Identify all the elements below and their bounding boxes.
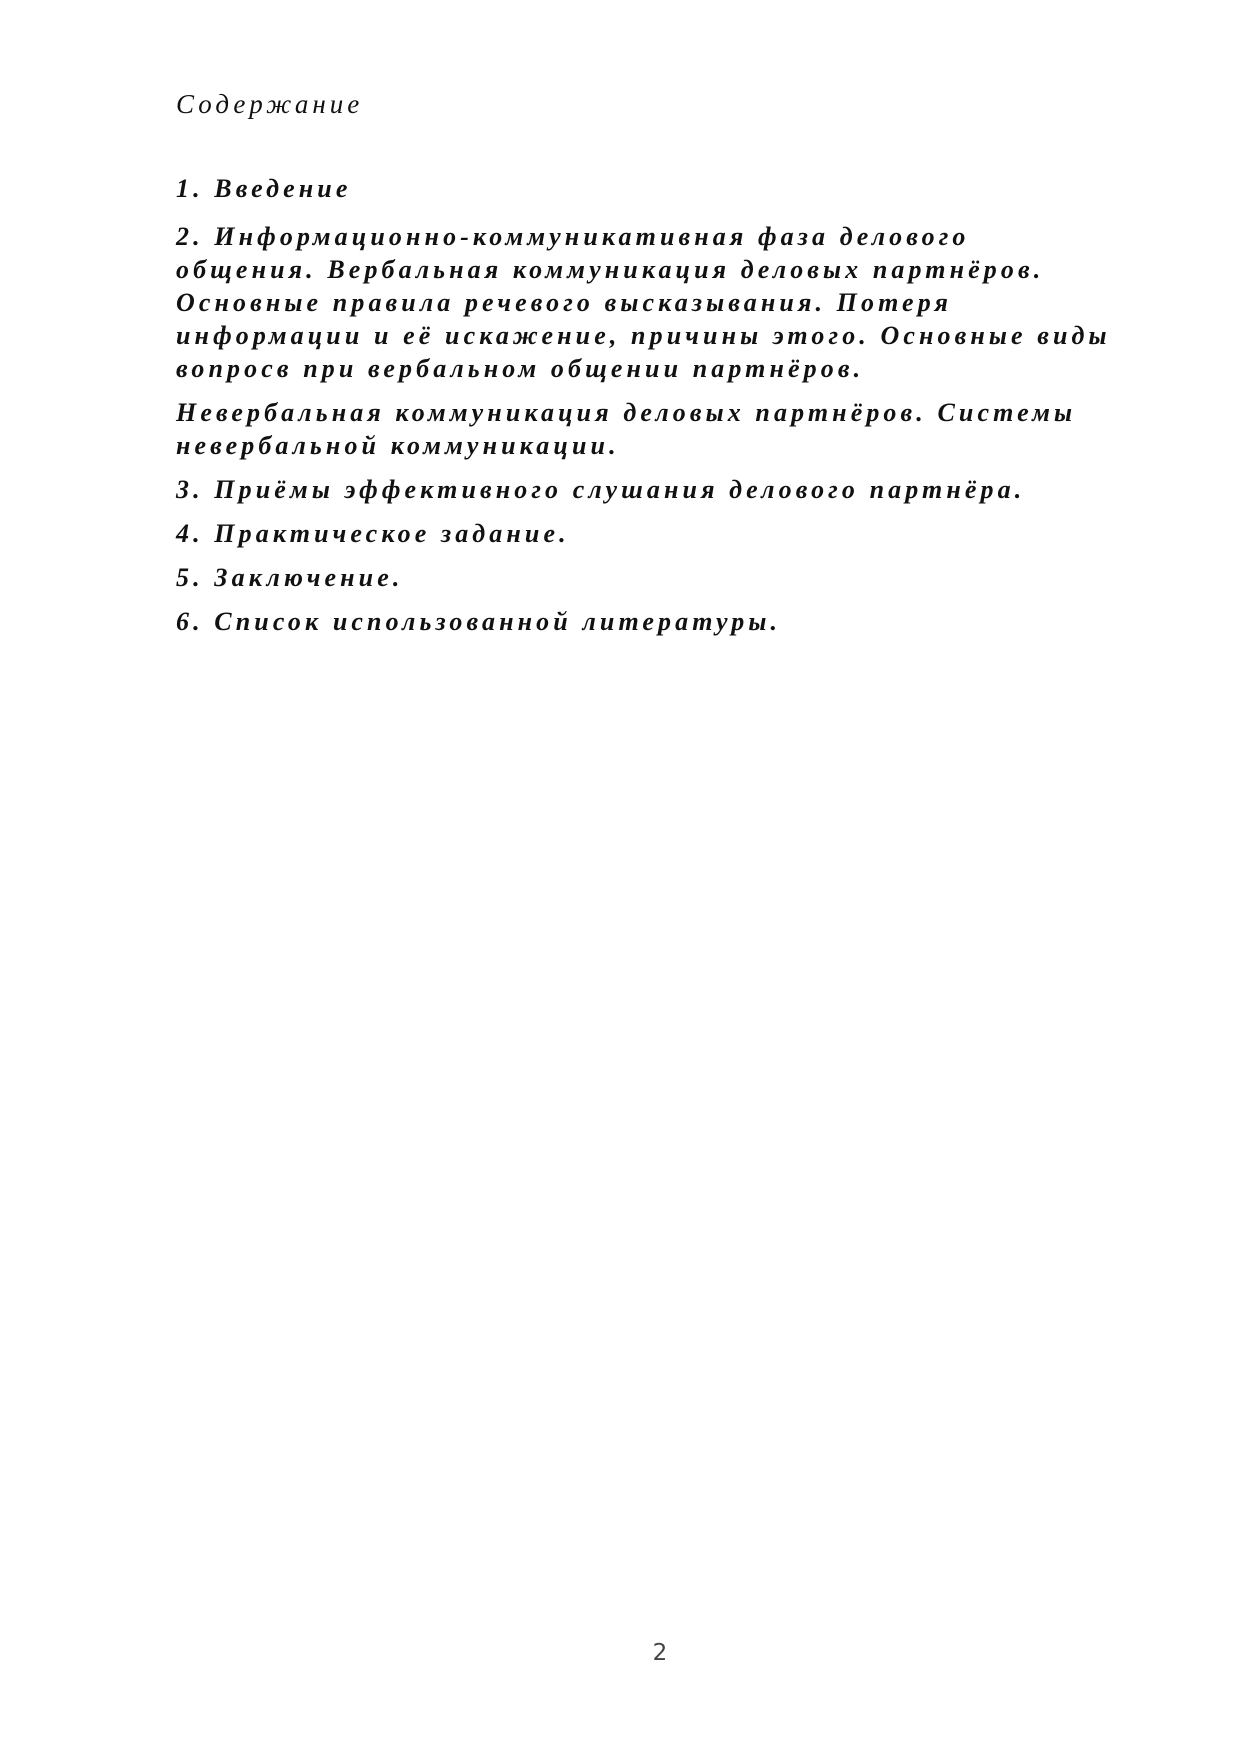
toc-item-line: 5. Заключение. [176,563,404,592]
toc-item-listening-techniques [176,473,1156,506]
toc-item-line: вопросв при вербальном общении партнёров. [176,354,865,383]
toc-item-line: Основные правила речевого высказывания. Потеря [176,288,952,317]
toc-list [176,172,1156,649]
toc-item-conclusion [176,561,1156,594]
toc-item-practical-task [176,517,1156,550]
toc-item-verbal-communication [176,220,1156,385]
page-number: 2 [652,1640,668,1666]
toc-item-line: 1. Введение [176,174,352,203]
toc-item-nonverbal-communication [176,396,1156,462]
toc-item-line: 4. Практическое задание. [176,519,570,548]
toc-item-line: 6. Список использованной литературы. [176,607,782,636]
toc-item-line: 3. Приёмы эффективного слушания делового партнёра. [176,475,1026,504]
toc-heading: Содержание [176,89,364,119]
toc-item-line: невербальной коммуникации. [176,431,620,460]
toc-item-line: информации и её искажение, причины этого. Основные виды [176,321,1111,350]
toc-item-line: общения. Вербальная коммуникация деловых партнёров. [176,255,1045,284]
toc-item-line: Невербальная коммуникация деловых партнёров. Системы [176,398,1077,427]
toc-item-introduction [176,172,1156,205]
toc-item-line: 2. Информационно-коммуникативная фаза делового [176,222,970,251]
toc-item-bibliography [176,605,1156,638]
